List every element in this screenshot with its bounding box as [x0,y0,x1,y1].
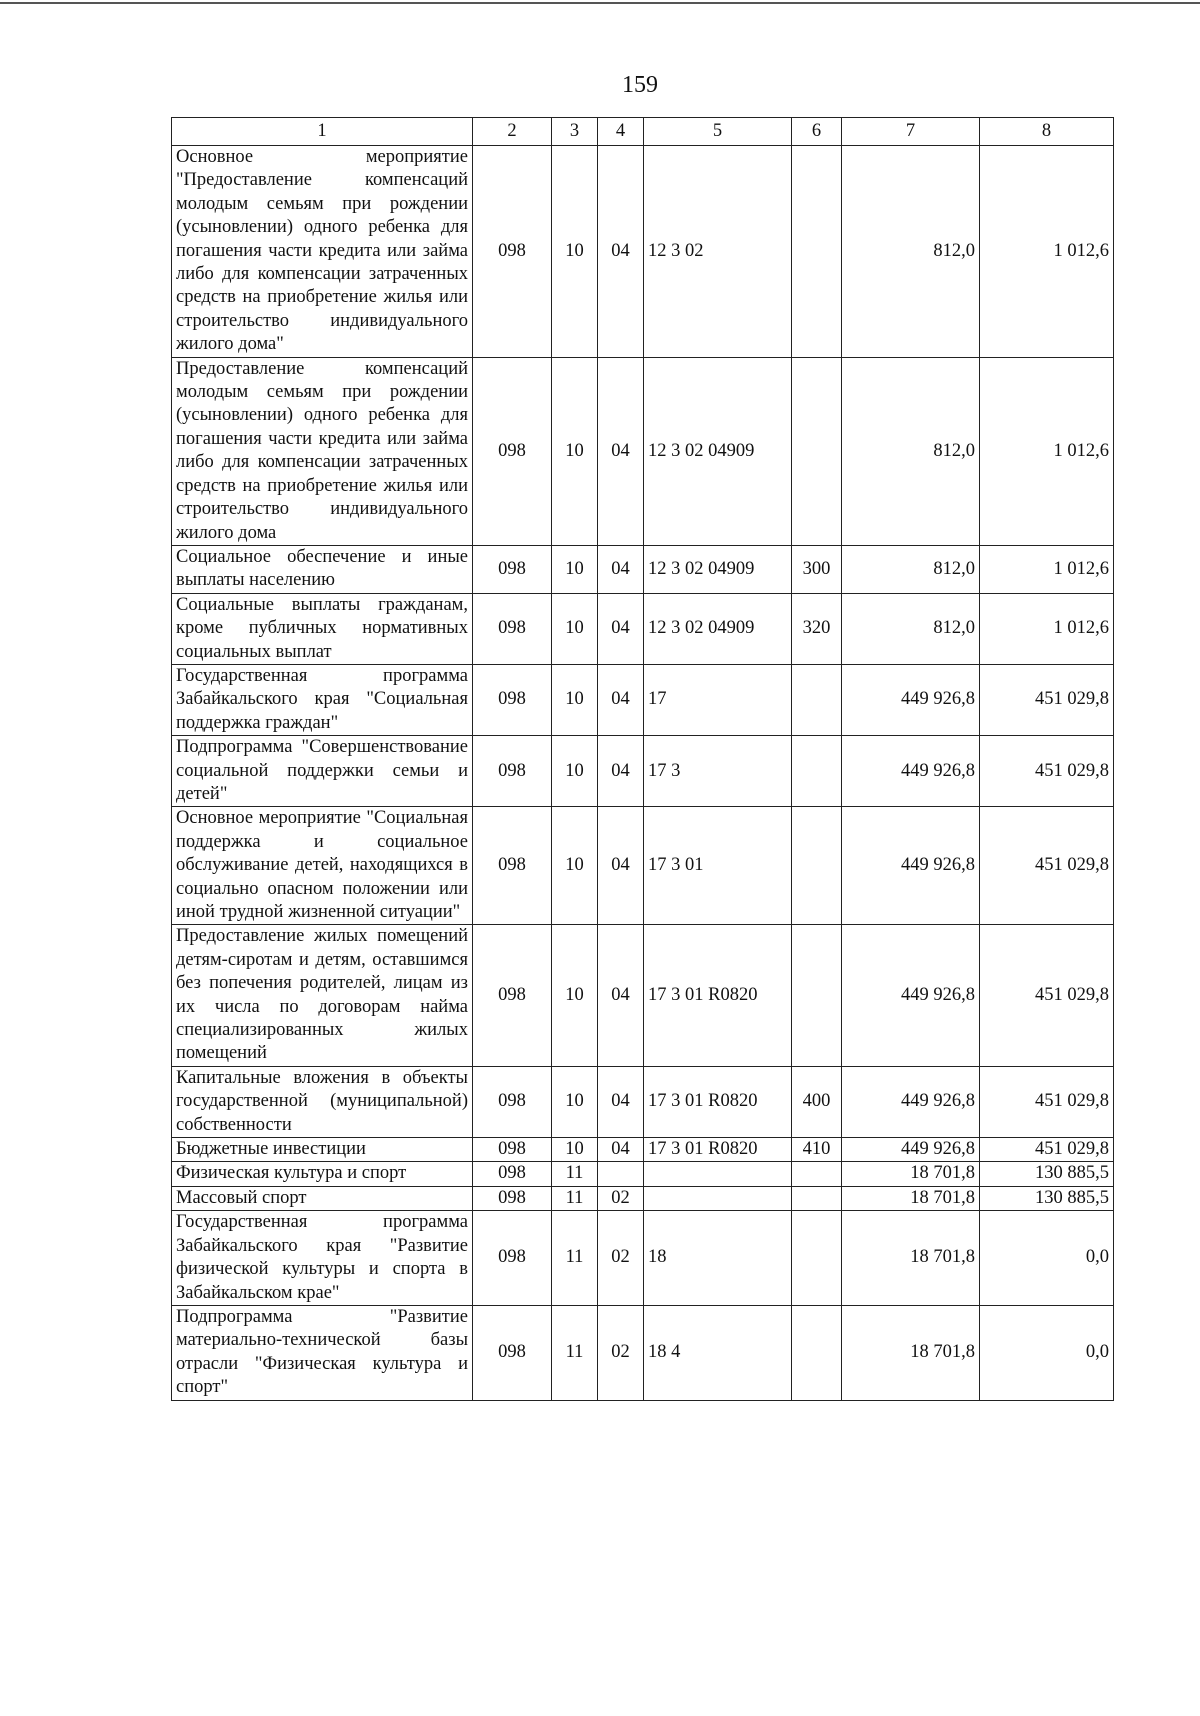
amount-year1-cell: 449 926,8 [842,736,980,807]
amount-year1-cell: 449 926,8 [842,664,980,735]
ministry-code-cell: 098 [473,1186,552,1210]
amount-year1-cell: 449 926,8 [842,1066,980,1137]
column-header: 3 [552,118,598,146]
subsection-code-cell: 04 [598,736,644,807]
column-header: 1 [172,118,473,146]
amount-year1-cell: 18 701,8 [842,1186,980,1210]
table-row [172,1138,1114,1162]
target-article-cell: 12 3 02 04909 [644,357,792,545]
amount-year2-cell: 1 012,6 [980,146,1114,358]
target-article-cell: 12 3 02 04909 [644,593,792,664]
item-name-cell: Основное мероприятие "Социальная поддержка и социальное обслуживание детей, находящихся в социально опасном положении или иной трудной жизненной ситуации" [172,807,473,925]
table-row [172,807,1114,925]
section-code-cell: 11 [552,1305,598,1400]
target-article-cell: 17 3 [644,736,792,807]
expense-kind-cell: 400 [792,1066,842,1137]
subsection-code-cell: 04 [598,146,644,358]
subsection-code-cell: 02 [598,1211,644,1306]
section-code-cell: 10 [552,807,598,925]
ministry-code-cell: 098 [473,146,552,358]
target-article-cell [644,1186,792,1210]
expense-kind-cell [792,1305,842,1400]
amount-year2-cell: 451 029,8 [980,1138,1114,1162]
page-top-border [0,2,1200,4]
page-number: 159 [622,72,658,98]
target-article-cell: 12 3 02 [644,146,792,358]
section-code-cell: 11 [552,1186,598,1210]
column-header: 6 [792,118,842,146]
table-body [172,146,1114,1401]
column-header: 5 [644,118,792,146]
column-header: 2 [473,118,552,146]
item-name-cell: Социальные выплаты гражданам, кроме публичных нормативных социальных выплат [172,593,473,664]
table-row [172,1186,1114,1210]
amount-year2-cell: 0,0 [980,1211,1114,1306]
expense-kind-cell [792,1186,842,1210]
ministry-code-cell: 098 [473,593,552,664]
column-number-row [172,118,1114,146]
section-code-cell: 10 [552,1138,598,1162]
amount-year2-cell: 451 029,8 [980,807,1114,925]
ministry-code-cell: 098 [473,1138,552,1162]
ministry-code-cell: 098 [473,664,552,735]
column-header: 4 [598,118,644,146]
subsection-code-cell: 02 [598,1305,644,1400]
ministry-code-cell: 098 [473,1305,552,1400]
expense-kind-cell [792,664,842,735]
amount-year2-cell: 451 029,8 [980,736,1114,807]
expense-kind-cell: 320 [792,593,842,664]
table-row [172,146,1114,358]
item-name-cell: Государственная программа Забайкальского края "Социальная поддержка граждан" [172,664,473,735]
amount-year2-cell: 130 885,5 [980,1186,1114,1210]
amount-year1-cell: 812,0 [842,593,980,664]
section-code-cell: 10 [552,146,598,358]
ministry-code-cell: 098 [473,1211,552,1306]
table-row [172,1162,1114,1186]
column-header: 8 [980,118,1114,146]
ministry-code-cell: 098 [473,357,552,545]
expense-kind-cell [792,736,842,807]
section-code-cell: 10 [552,545,598,593]
subsection-code-cell: 04 [598,593,644,664]
expense-kind-cell [792,357,842,545]
target-article-cell: 17 3 01 R0820 [644,1066,792,1137]
amount-year1-cell: 449 926,8 [842,807,980,925]
table-row [172,664,1114,735]
target-article-cell: 17 [644,664,792,735]
amount-year1-cell: 812,0 [842,357,980,545]
amount-year2-cell: 1 012,6 [980,593,1114,664]
subsection-code-cell: 04 [598,545,644,593]
item-name-cell: Государственная программа Забайкальского края "Развитие физической культуры и спорта в Забайкальском крае" [172,1211,473,1306]
amount-year1-cell: 18 701,8 [842,1211,980,1306]
section-code-cell: 10 [552,736,598,807]
item-name-cell: Социальное обеспечение и иные выплаты населению [172,545,473,593]
expense-kind-cell [792,807,842,925]
expense-kind-cell [792,1162,842,1186]
section-code-cell: 10 [552,357,598,545]
amount-year2-cell: 451 029,8 [980,1066,1114,1137]
ministry-code-cell: 098 [473,736,552,807]
expense-kind-cell [792,925,842,1066]
table-row [172,357,1114,545]
item-name-cell: Предоставление компенсаций молодым семьям при рождении (усыновлении) одного ребенка для погашения части кредита или займа либо для компенсации затраченных средств на приобретение жилья или строительство индивидуального жилого дома [172,357,473,545]
subsection-code-cell: 04 [598,1138,644,1162]
subsection-code-cell: 04 [598,664,644,735]
amount-year1-cell: 18 701,8 [842,1162,980,1186]
subsection-code-cell: 04 [598,1066,644,1137]
subsection-code-cell: 04 [598,925,644,1066]
target-article-cell: 18 4 [644,1305,792,1400]
subsection-code-cell: 04 [598,807,644,925]
item-name-cell: Основное мероприятие "Предоставление компенсаций молодым семьям при рождении (усыновлении) одного ребенка для погашения части кредита или займа либо для компенсации затраченных средств на приобретение жилья или строительство индивидуального жилого дома" [172,146,473,358]
item-name-cell: Физическая культура и спорт [172,1162,473,1186]
item-name-cell: Подпрограмма "Развитие материально-технической базы отрасли "Физическая культура и спорт" [172,1305,473,1400]
table-row [172,925,1114,1066]
subsection-code-cell: 04 [598,357,644,545]
subsection-code-cell [598,1162,644,1186]
ministry-code-cell: 098 [473,925,552,1066]
target-article-cell: 12 3 02 04909 [644,545,792,593]
amount-year1-cell: 812,0 [842,146,980,358]
expense-kind-cell: 300 [792,545,842,593]
amount-year1-cell: 449 926,8 [842,925,980,1066]
section-code-cell: 10 [552,664,598,735]
item-name-cell: Капитальные вложения в объекты государственной (муниципальной) собственности [172,1066,473,1137]
table-row [172,1305,1114,1400]
amount-year1-cell: 449 926,8 [842,1138,980,1162]
budget-table [171,117,1114,1401]
column-header: 7 [842,118,980,146]
amount-year2-cell: 1 012,6 [980,545,1114,593]
item-name-cell: Подпрограмма "Совершенствование социальной поддержки семьи и детей" [172,736,473,807]
amount-year2-cell: 451 029,8 [980,664,1114,735]
section-code-cell: 10 [552,925,598,1066]
target-article-cell: 17 3 01 R0820 [644,925,792,1066]
item-name-cell: Массовый спорт [172,1186,473,1210]
subsection-code-cell: 02 [598,1186,644,1210]
section-code-cell: 11 [552,1162,598,1186]
amount-year1-cell: 18 701,8 [842,1305,980,1400]
amount-year2-cell: 451 029,8 [980,925,1114,1066]
expense-kind-cell: 410 [792,1138,842,1162]
target-article-cell: 17 3 01 R0820 [644,1138,792,1162]
expense-kind-cell [792,1211,842,1306]
table-row [172,1066,1114,1137]
section-code-cell: 10 [552,593,598,664]
target-article-cell [644,1162,792,1186]
ministry-code-cell: 098 [473,807,552,925]
target-article-cell: 17 3 01 [644,807,792,925]
table-row [172,545,1114,593]
section-code-cell: 10 [552,1066,598,1137]
table-row [172,1211,1114,1306]
ministry-code-cell: 098 [473,1066,552,1137]
amount-year2-cell: 130 885,5 [980,1162,1114,1186]
amount-year2-cell: 1 012,6 [980,357,1114,545]
table-row [172,593,1114,664]
ministry-code-cell: 098 [473,1162,552,1186]
item-name-cell: Предоставление жилых помещений детям-сиротам и детям, оставшимся без попечения родителей, лицам из их числа по договорам найма специализированных жилых помещений [172,925,473,1066]
amount-year2-cell: 0,0 [980,1305,1114,1400]
expense-kind-cell [792,146,842,358]
ministry-code-cell: 098 [473,545,552,593]
section-code-cell: 11 [552,1211,598,1306]
amount-year1-cell: 812,0 [842,545,980,593]
target-article-cell: 18 [644,1211,792,1306]
table-row [172,736,1114,807]
item-name-cell: Бюджетные инвестиции [172,1138,473,1162]
